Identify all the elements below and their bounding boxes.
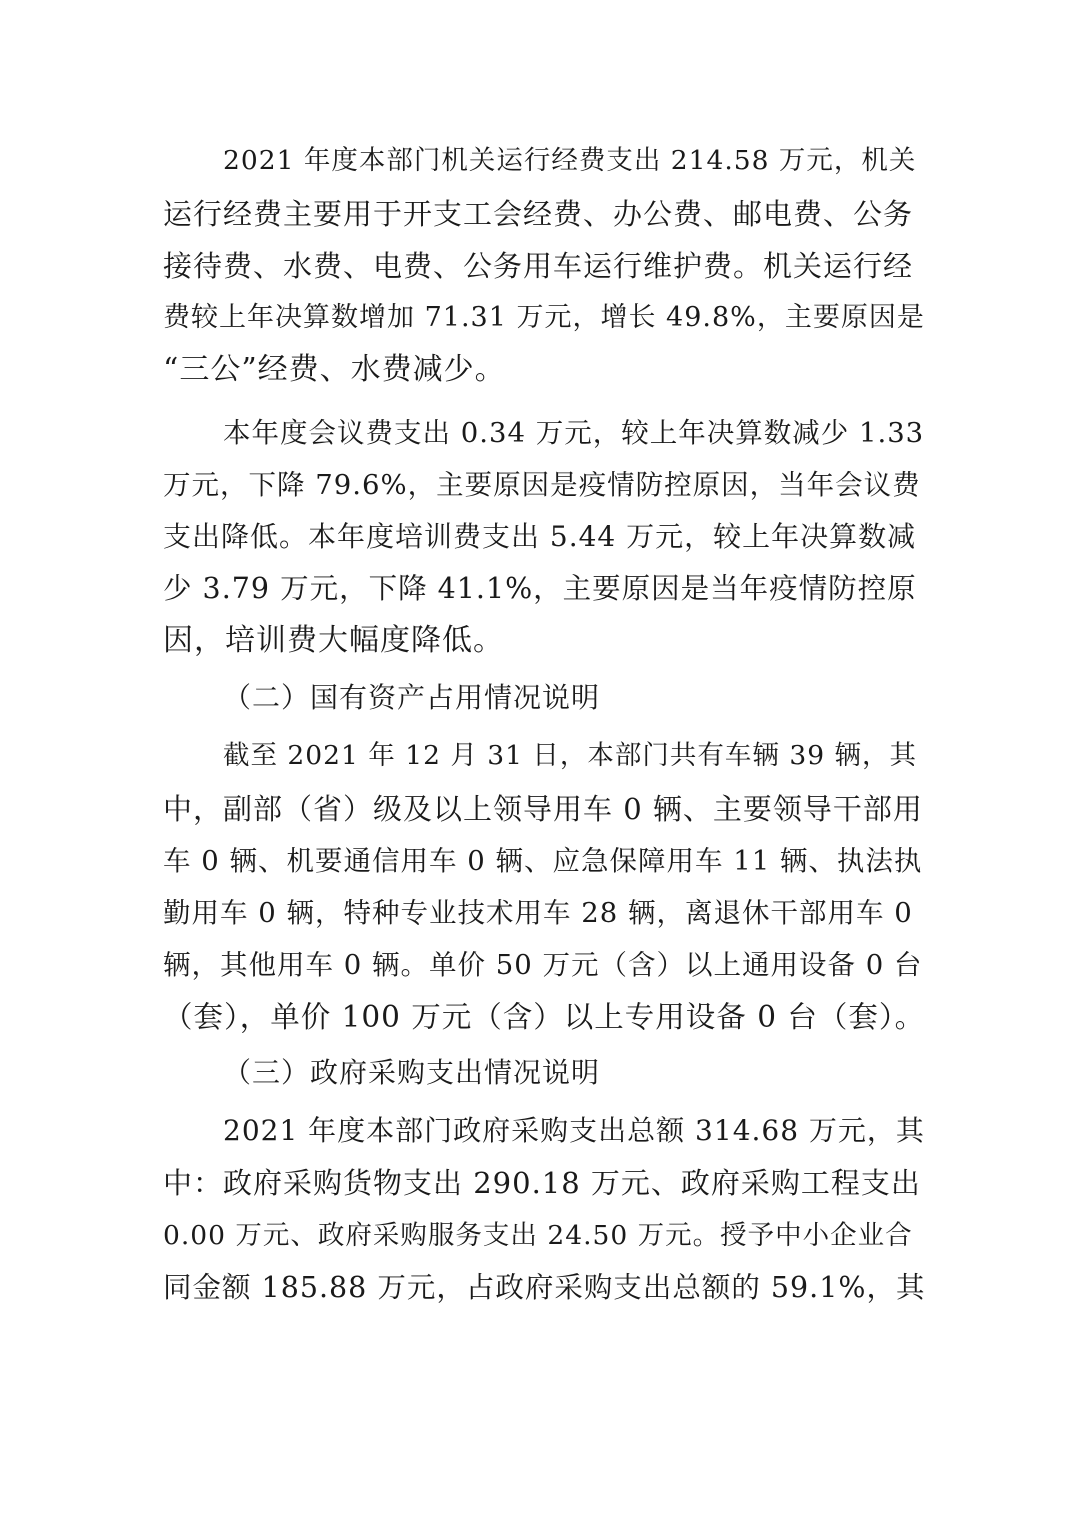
paragraph-1-line-3: 接待费、水费、电费、公务用车运行维护费。机关运行经 (163, 249, 914, 283)
paragraph-2-line-3: 支出降低。本年度培训费支出 5.44 万元，较上年决算数减 (163, 520, 917, 553)
paragraph-3-line-2: 中，副部（省）级及以上领导用车 0 辆、主要领导干部用 (163, 792, 923, 826)
paragraph-4-line-4: 同金额 185.88 万元，占政府采购支出总额的 59.1%，其 (163, 1271, 926, 1304)
paragraph-3-line-1: 截至 2021 年 12 月 31 日，本部门共有车辆 39 辆，其 (223, 740, 917, 771)
paragraph-2-line-1: 本年度会议费支出 0.34 万元，较上年决算数减少 1.33 (223, 417, 925, 449)
paragraph-2-line-2: 万元，下降 79.6%，主要原因是疫情防控原因，当年会议费 (163, 469, 921, 501)
paragraph-2-line-4: 少 3.79 万元，下降 41.1%，主要原因是当年疫情防控原 (163, 572, 917, 605)
paragraph-4-line-2: 中：政府采购货物支出 290.18 万元、政府采购工程支出 (163, 1166, 921, 1200)
paragraph-3-line-5: 辆，其他用车 0 辆。单价 50 万元（含）以上通用设备 0 台 (163, 949, 923, 981)
paragraph-3-line-6: （套），单价 100 万元（含）以上专用设备 0 台（套）。 (163, 1000, 926, 1034)
paragraph-1-line-2: 运行经费主要用于开支工会经费、办公费、邮电费、公务 (163, 197, 914, 231)
paragraph-1-line-1: 2021 年度本部门机关运行经费支出 214.58 万元，机关 (223, 145, 917, 176)
paragraph-3-line-3: 车 0 辆、机要通信用车 0 辆、应急保障用车 11 辆、执法执 (163, 845, 923, 877)
paragraph-4-line-1: 2021 年度本部门政府采购支出总额 314.68 万元，其 (223, 1114, 925, 1147)
paragraph-1-line-4: 费较上年决算数增加 71.31 万元，增长 49.8%，主要原因是 (163, 302, 925, 333)
section-heading-assets: （二）国有资产占用情况说明 (223, 681, 601, 714)
paragraph-1-line-5: “三公”经费、水费减少。 (163, 352, 506, 387)
paragraph-2-line-5: 因，培训费大幅度降低。 (163, 623, 504, 658)
section-heading-procurement: （三）政府采购支出情况说明 (223, 1056, 601, 1089)
paragraph-3-line-4: 勤用车 0 辆，特种专业技术用车 28 辆，离退休干部用车 0 (163, 897, 913, 929)
paragraph-4-line-3: 0.00 万元、政府采购服务支出 24.50 万元。授予中小企业合 (163, 1220, 913, 1251)
